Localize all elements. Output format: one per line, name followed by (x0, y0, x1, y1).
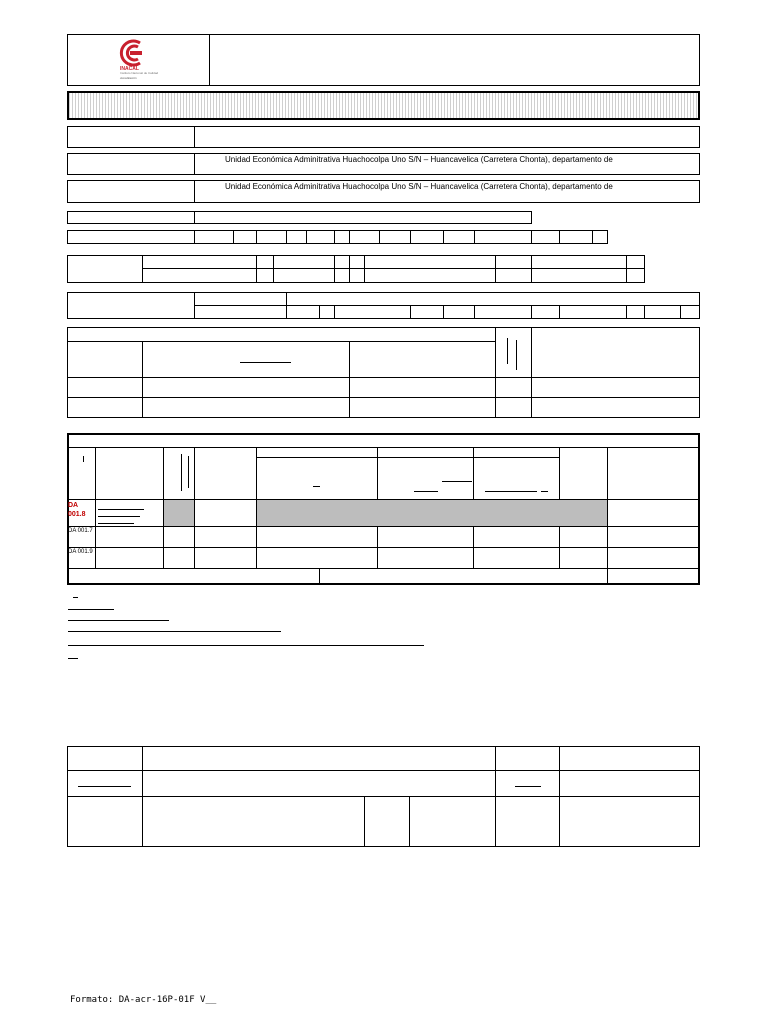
inacal-logo (110, 38, 160, 82)
block-a-col-5 (364, 255, 365, 283)
block-a-hline (142, 268, 645, 269)
info-value-cell-1 (194, 126, 700, 148)
segment-cell-10 (443, 230, 475, 244)
block-b-col-5 (474, 305, 475, 319)
block-b-hline (194, 305, 700, 306)
logo-name: INACAL (120, 66, 139, 72)
block-a (67, 255, 645, 283)
segment-cell-6 (334, 230, 350, 244)
block-c-vline-1 (142, 341, 143, 418)
info-value-cell-4 (194, 211, 532, 224)
segment-cell-3 (256, 230, 287, 244)
block-b-col-10 (680, 305, 681, 319)
block-b-col-9 (644, 305, 645, 319)
block-c-underline (240, 362, 291, 363)
sig-hline-2 (67, 796, 700, 797)
block-c-hline-2 (67, 377, 700, 378)
segment-cell-7 (349, 230, 380, 244)
results-subheader-line (256, 457, 560, 458)
logo-subtitle: Instituto Nacional de Calidad (120, 71, 159, 75)
segment-cell-2 (233, 230, 257, 244)
results-dash-5 (541, 491, 548, 492)
sig-underline-1 (78, 786, 131, 787)
address-text-1: Unidad Económica Adminitrativa Huachocolpa Uno S/N – Huancavelica (Carretera Chonta), departamento de (225, 155, 613, 164)
segment-cell-1 (194, 230, 234, 244)
segment-label-cell (67, 230, 195, 244)
row-code-3: DA 001.9 (68, 549, 93, 555)
block-c-vline-2 (349, 341, 350, 418)
sig-vline-3 (559, 746, 560, 847)
segment-cell-5 (306, 230, 335, 244)
sig-hline-1 (67, 770, 700, 771)
results-col-1 (95, 447, 96, 568)
segment-cell-8 (379, 230, 411, 244)
info-label-cell-4 (67, 211, 195, 224)
results-total-divider (607, 568, 608, 585)
sig-vline-4 (364, 796, 365, 847)
results-col-8 (607, 447, 608, 568)
results-dash-2 (414, 491, 438, 492)
sig-vline-2 (495, 746, 496, 847)
note-line-1 (73, 597, 78, 598)
results-tick-2 (181, 454, 182, 491)
title-bar (67, 91, 700, 120)
sig-vline-5 (409, 796, 410, 847)
results-row-line-2 (67, 526, 700, 527)
sig-underline-2 (515, 786, 541, 787)
note-line-2 (68, 609, 114, 610)
block-b-col-6 (531, 305, 532, 319)
block-a-col-3 (334, 255, 335, 283)
header-box (67, 34, 700, 86)
results-col-3 (194, 447, 195, 568)
block-c-vline-3 (495, 327, 496, 418)
info-label-cell-1 (67, 126, 195, 148)
block-a-vline (142, 255, 143, 283)
block-a-col-1 (256, 255, 257, 283)
segment-cell-12 (531, 230, 560, 244)
block-a-col-2 (273, 255, 274, 283)
note-line-4 (68, 631, 281, 632)
row-code-2: DA 001.7 (68, 528, 93, 534)
header-divider (209, 34, 210, 86)
results-header-line (67, 447, 700, 448)
block-b-col-8 (626, 305, 627, 319)
block-c-mark-1 (507, 338, 508, 364)
note-line-5 (68, 645, 424, 646)
results-dash-1 (313, 486, 320, 487)
block-b-col-3 (410, 305, 411, 319)
row-1-line-c (98, 523, 134, 524)
row-1-shade-b (257, 500, 607, 526)
logo-tag: Acreditación (120, 76, 137, 80)
segment-cell-13 (559, 230, 593, 244)
block-a-col-7 (531, 255, 532, 283)
row-1-shade-a (164, 500, 194, 526)
block-c-hline-1 (67, 341, 495, 342)
inacal-logo-icon (110, 38, 160, 68)
row-1-line-b (98, 516, 140, 517)
sig-vline-1 (142, 746, 143, 847)
block-a-col-4 (349, 255, 350, 283)
block-c-hline-3 (67, 397, 700, 398)
info-label-cell-3 (67, 180, 195, 203)
format-label: Formato: DA-acr-16P-01F V__ (70, 995, 217, 1005)
info-label-cell-2 (67, 153, 195, 175)
results-dash-4 (485, 491, 537, 492)
row-code-1: DA 001.8 (68, 502, 86, 518)
block-a-col-6 (495, 255, 496, 283)
results-dash-3 (442, 481, 472, 482)
results-row-line-3 (67, 547, 700, 548)
block-c-mark-2 (516, 340, 517, 370)
results-tick-1 (83, 456, 84, 462)
segment-cell-9 (410, 230, 444, 244)
segment-cell-11 (474, 230, 532, 244)
note-line-3 (68, 620, 169, 621)
block-b-col-1 (319, 305, 320, 319)
results-total-row (319, 568, 700, 585)
block-b-col-7 (559, 305, 560, 319)
address-text-2: Unidad Económica Adminitrativa Huachocolpa Uno S/N – Huancavelica (Carretera Chonta), departamento de (225, 182, 613, 191)
row-1-line-a (98, 509, 144, 510)
block-b-col-4 (443, 305, 444, 319)
note-line-6 (68, 658, 78, 659)
block-a-col-8 (626, 255, 627, 283)
block-b-col-2 (334, 305, 335, 319)
block-c-vline-4 (531, 327, 532, 418)
segment-cell-14 (592, 230, 608, 244)
segment-cell-4 (286, 230, 307, 244)
results-tick-3 (188, 456, 189, 488)
